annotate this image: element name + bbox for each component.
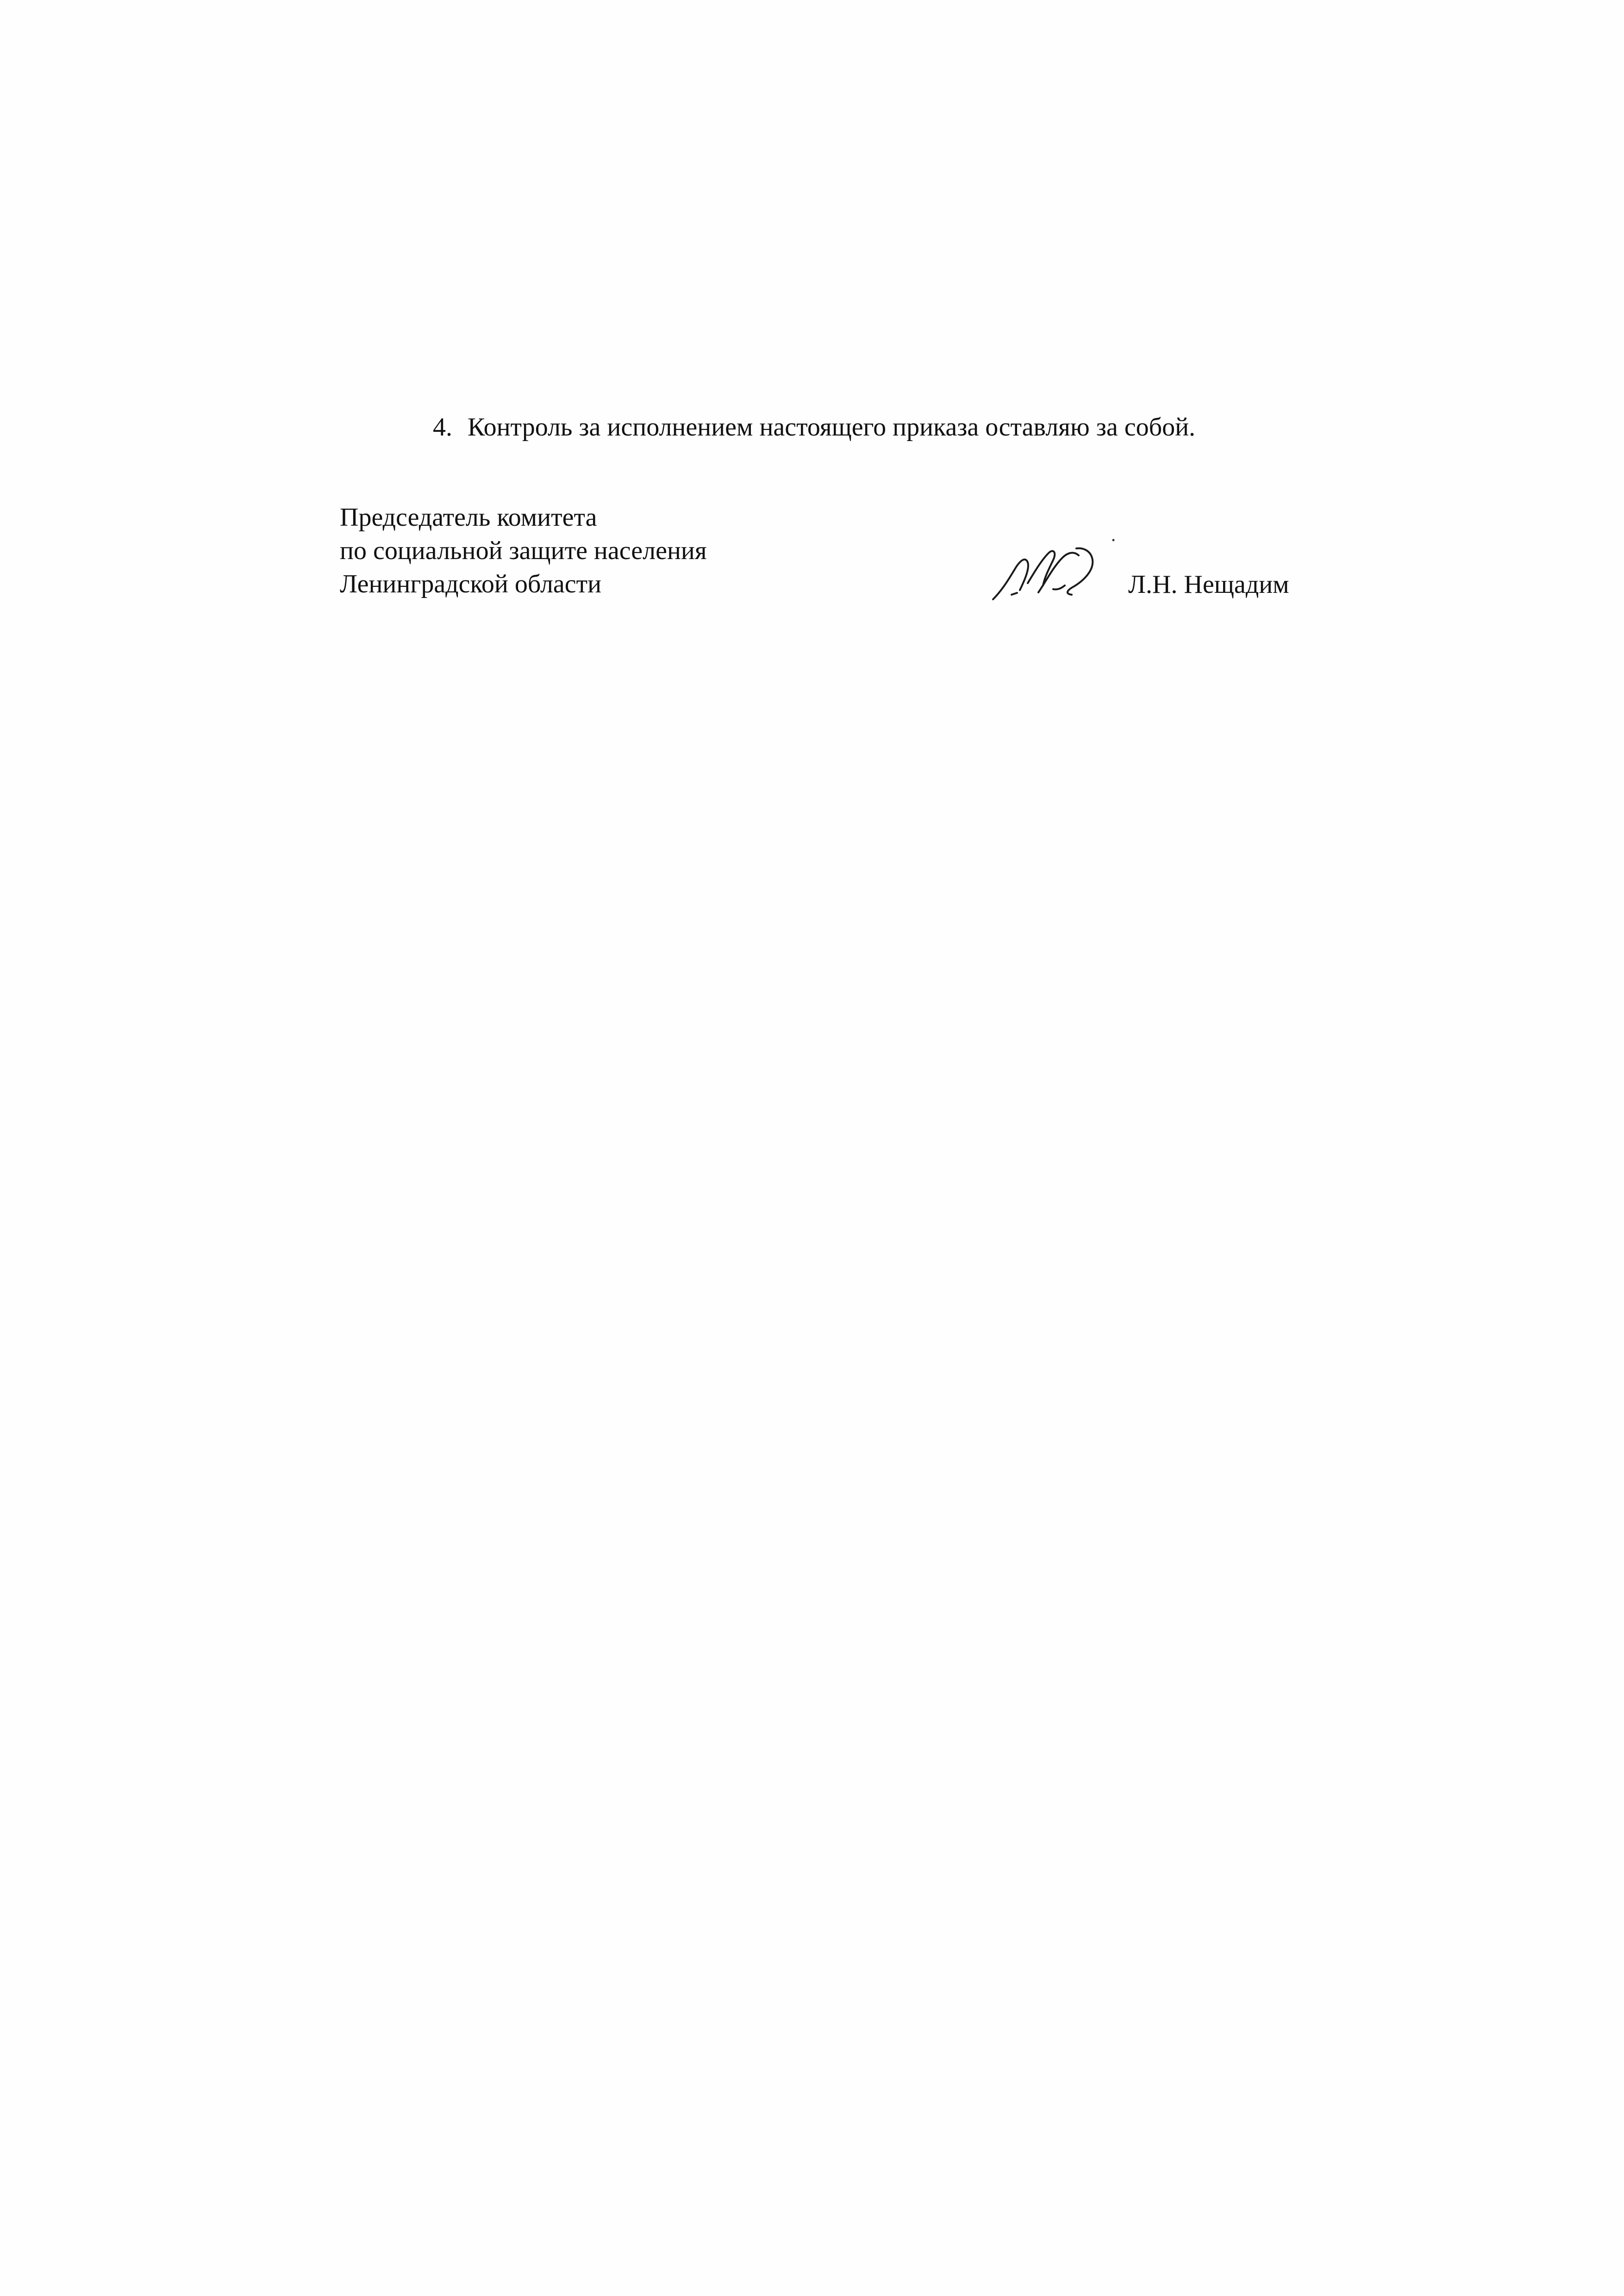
clause-text: Контроль за исполнением настоящего приказа оставляю за собой. <box>468 413 1196 442</box>
signatory-name: Л.Н. Нещадим <box>1128 570 1289 599</box>
clause-number: 4. <box>433 413 452 442</box>
handwritten-signature <box>984 535 1123 606</box>
position-line-1: Председатель комитета <box>340 503 597 532</box>
position-line-2: по социальной защите населения <box>340 536 707 565</box>
position-line-3: Ленинградской области <box>340 570 602 598</box>
clause-4 <box>433 411 1195 443</box>
signatory-position <box>340 501 707 601</box>
